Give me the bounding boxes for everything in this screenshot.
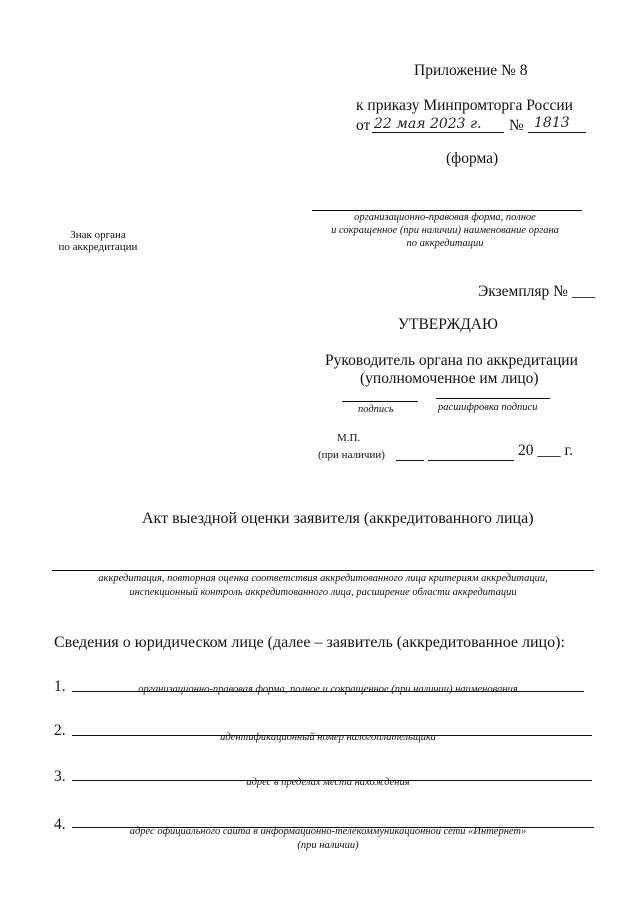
approve-heading: УТВЕРЖДАЮ bbox=[398, 316, 498, 333]
order-date-handwritten: 22 мая 2023 г. bbox=[374, 116, 482, 132]
signature-line bbox=[342, 401, 418, 402]
order-reference: к приказу Минпромторга России bbox=[356, 97, 573, 114]
act-type-caption-2: инспекционный контроль аккредитованного лица, расширение области аккредитации bbox=[129, 587, 517, 598]
signature-decode-caption: расшифровка подписи bbox=[438, 402, 538, 413]
order-from-label: от bbox=[356, 117, 371, 134]
item-4-caption: адрес официального сайта в информационно-телекоммуникационной сети «Интернет» bbox=[129, 826, 527, 837]
item-3-caption: адрес в пределах места нахождения bbox=[246, 777, 410, 788]
date-year: 20 ___ г. bbox=[518, 442, 573, 459]
item-2-number: 2. bbox=[54, 722, 66, 739]
item-4-caption-2: (при наличии) bbox=[297, 840, 359, 851]
org-name-caption-2: и сокращенное (при наличии) наименование органа bbox=[331, 225, 559, 236]
head-title-line-1: Руководитель органа по аккредитации bbox=[325, 352, 578, 369]
order-number-label: № bbox=[509, 117, 524, 134]
act-type-caption-1: аккредитация, повторная оценка соответствия аккредитованного лица критериям аккредитации, bbox=[98, 573, 548, 584]
order-number-line bbox=[528, 132, 586, 133]
stamp-note: (при наличии) bbox=[318, 449, 385, 461]
body-sign-label-1: Знак органа bbox=[70, 229, 126, 241]
org-name-caption-1: организационно-правовая форма, полное bbox=[354, 212, 536, 223]
applicant-heading: Сведения о юридическом лице (далее – заявитель (аккредитованное лицо): bbox=[54, 634, 565, 651]
org-name-caption-3: по аккредитации bbox=[406, 238, 484, 249]
order-date-line bbox=[372, 132, 504, 133]
act-title: Акт выездной оценки заявителя (аккредитованного лица) bbox=[142, 510, 534, 527]
body-sign-label-2: по аккредитации bbox=[58, 241, 138, 253]
signature-caption: подпись bbox=[358, 404, 394, 415]
form-label: (форма) bbox=[446, 150, 499, 167]
item-1-caption: организационно-правовая форма, полное и сокращенное (при наличии) наименования bbox=[138, 684, 518, 695]
order-number-handwritten: 1813 bbox=[534, 115, 570, 131]
signature-decode-line bbox=[436, 398, 550, 399]
date-day-line bbox=[396, 460, 424, 461]
copy-number: Экземпляр № ___ bbox=[478, 283, 596, 300]
date-month-line bbox=[428, 460, 514, 461]
appendix-number: Приложение № 8 bbox=[414, 62, 528, 79]
org-name-line bbox=[312, 210, 582, 211]
stamp-label: М.П. bbox=[337, 432, 361, 444]
item-4-number: 4. bbox=[54, 816, 66, 833]
item-1-number: 1. bbox=[54, 678, 66, 695]
head-title-line-2: (уполномоченное им лицо) bbox=[360, 370, 539, 387]
item-3-number: 3. bbox=[54, 768, 66, 785]
act-type-line bbox=[52, 570, 594, 571]
item-2-caption: идентификационный номер налогоплательщика bbox=[220, 732, 436, 743]
